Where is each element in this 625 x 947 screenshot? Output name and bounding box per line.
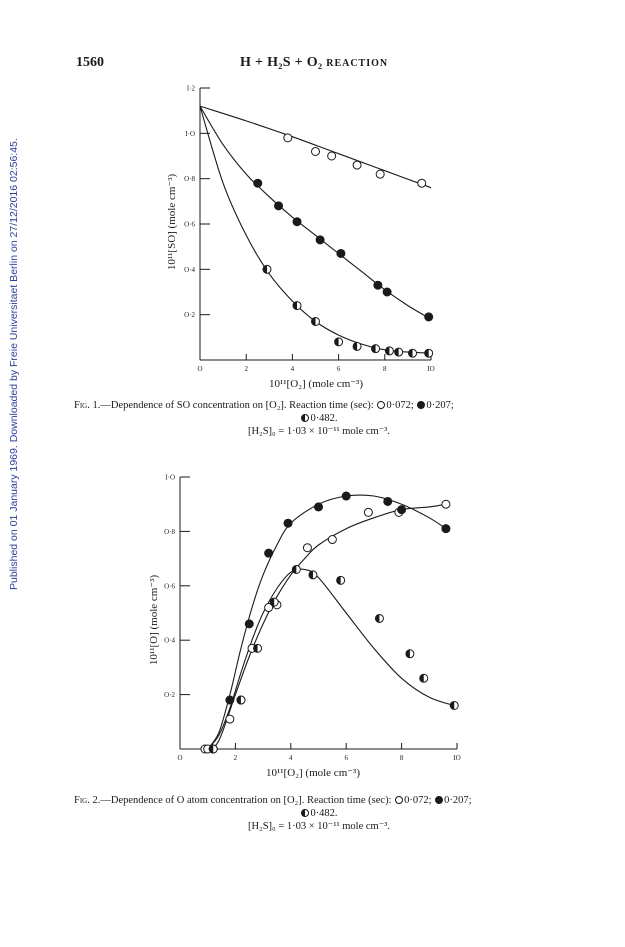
y-tick-label: O·4 <box>184 265 195 274</box>
data-point-filled <box>425 313 433 321</box>
data-point-half <box>293 302 301 310</box>
figure-2-curves <box>208 495 455 749</box>
data-point-half <box>385 347 393 355</box>
series-filled-curve <box>208 495 446 749</box>
data-point-filled <box>315 503 323 511</box>
figure-2-legend-half: 0·482. <box>310 808 338 819</box>
figure-2-chart <box>0 460 625 790</box>
data-point-half <box>420 674 428 682</box>
figure-1-caption-line1 <box>74 399 564 412</box>
x-tick-label: 2 <box>233 754 238 762</box>
x-tick-label: IO <box>453 754 461 762</box>
data-point-half <box>406 650 414 658</box>
data-point-filled <box>316 236 324 244</box>
series-open-curve <box>200 106 431 188</box>
figure-1-caption-text: —Dependence of SO concentration on [O₂]. Reaction time (sec): <box>100 400 374 411</box>
data-point-filled <box>293 218 301 226</box>
x-tick-label: O <box>197 365 203 373</box>
y-tick-label: O·6 <box>164 582 175 591</box>
data-point-filled <box>254 179 262 187</box>
y-tick-label: O·8 <box>164 527 175 536</box>
figure-1-legend-open: 0·072; <box>386 400 414 411</box>
data-point-filled <box>337 249 345 257</box>
data-point-open <box>226 715 234 723</box>
x-tick-label: 6 <box>336 365 341 373</box>
data-point-filled <box>265 549 273 557</box>
x-tick-label: O <box>177 754 183 762</box>
data-point-half <box>263 265 271 273</box>
data-point-filled <box>226 696 234 704</box>
data-point-filled <box>398 506 406 514</box>
data-point-open <box>303 544 311 552</box>
data-point-half <box>375 614 383 622</box>
y-tick-label: O·2 <box>164 691 175 700</box>
figure-2-x-axis-label: 10¹¹[O₂] (mole cm⁻³) <box>265 767 361 779</box>
data-point-half <box>209 745 217 753</box>
data-point-half <box>395 348 403 356</box>
data-point-half <box>292 565 300 573</box>
running-title-formula: H + H₂S + O₂ <box>240 55 323 70</box>
x-tick-label: IO <box>427 365 435 373</box>
filled-circle-marker-icon <box>435 796 443 804</box>
x-tick-label: 4 <box>290 365 295 373</box>
figure-1-caption <box>74 399 564 438</box>
data-point-half <box>353 342 361 350</box>
data-point-open <box>328 536 336 544</box>
series-half-curve <box>208 569 455 749</box>
filled-circle-marker-icon <box>417 401 425 409</box>
figure-1-curves <box>200 106 431 353</box>
figure-2-caption-label: Fig. 2. <box>74 795 101 806</box>
data-point-half <box>409 349 417 357</box>
figure-1-legend-filled: 0·207; <box>426 400 454 411</box>
running-title-word: reaction <box>326 55 389 70</box>
figure-1-legend-half: 0·482. <box>310 413 338 424</box>
figure-1-y-axis-label: 10¹¹[SO] (mole cm⁻³) <box>166 173 178 271</box>
data-point-half <box>309 571 317 579</box>
data-point-filled <box>275 202 283 210</box>
figure-1-caption-line2 <box>74 412 564 425</box>
download-side-note-text: Published on 01 January 1969. Downloaded by Freie Universitaet Berlin on 27/12/2016 02:56:45. <box>8 138 20 590</box>
figure-2-caption-line2 <box>74 807 564 820</box>
data-point-half <box>372 345 380 353</box>
open-circle-marker-icon <box>395 796 403 804</box>
page-number: 1560 <box>76 55 104 70</box>
x-tick-label: 6 <box>344 754 348 762</box>
data-point-open <box>353 161 361 169</box>
data-point-half <box>237 696 245 704</box>
y-tick-label: O·6 <box>184 220 195 229</box>
figure-2-legend-filled: 0·207; <box>444 795 472 806</box>
figure-2-y-axis-label: 10¹¹[O] (mole cm⁻³) <box>148 574 160 666</box>
data-point-filled <box>284 519 292 527</box>
figure-1-caption-label: Fig. 1. <box>74 400 101 411</box>
half-filled-circle-marker-icon <box>301 414 309 422</box>
figure-1-x-axis-label: 10¹¹[O₂] (mole cm⁻³) <box>268 378 364 390</box>
x-tick-label: 8 <box>399 754 404 762</box>
y-tick-label: O·4 <box>164 636 175 645</box>
y-tick-label: O·2 <box>184 311 195 320</box>
data-point-open <box>376 170 384 178</box>
open-circle-marker-icon <box>377 401 385 409</box>
y-tick-label: I·2 <box>186 84 195 93</box>
figure-1-caption-conditions: [H₂S]₀ = 1·03 × 10⁻¹¹ mole cm⁻³. <box>247 426 391 437</box>
figure-2-caption-text: —Dependence of O atom concentration on [O₂]. Reaction time (sec): <box>100 795 392 806</box>
data-point-filled <box>442 525 450 533</box>
data-point-filled <box>383 288 391 296</box>
figure-2-ticks <box>164 474 461 763</box>
data-point-half <box>335 338 343 346</box>
figure-2-caption <box>74 794 564 833</box>
data-point-filled <box>245 620 253 628</box>
data-point-half <box>425 349 433 357</box>
figure-2-legend-open: 0·072; <box>404 795 432 806</box>
data-point-open <box>442 500 450 508</box>
data-point-filled <box>374 281 382 289</box>
x-tick-label: 2 <box>244 365 248 373</box>
series-open-curve <box>208 504 446 749</box>
y-tick-label: I·O <box>165 473 175 482</box>
data-point-half <box>312 317 320 325</box>
figure-2-caption-line1 <box>74 794 564 807</box>
data-point-half <box>254 644 262 652</box>
y-tick-label: O·8 <box>184 175 195 184</box>
data-point-open <box>312 147 320 155</box>
data-point-open <box>364 508 372 516</box>
data-point-filled <box>384 497 392 505</box>
figure-1-ticks <box>184 85 435 374</box>
x-tick-label: 4 <box>289 754 293 762</box>
figure-2-axes <box>180 477 457 749</box>
x-tick-label: 8 <box>383 365 387 373</box>
figure-1-points <box>254 134 433 357</box>
figure-2-points <box>201 492 458 753</box>
data-point-open <box>284 134 292 142</box>
data-point-open <box>328 152 336 160</box>
figure-2-caption-conditions: [H₂S]₀ = 1·03 × 10⁻¹¹ mole cm⁻³. <box>247 821 391 832</box>
y-tick-label: I·O <box>185 129 195 138</box>
half-filled-circle-marker-icon <box>301 809 309 817</box>
figure-1-chart <box>0 0 625 400</box>
data-point-open <box>418 179 426 187</box>
data-point-half <box>270 598 278 606</box>
data-point-filled <box>342 492 350 500</box>
series-half-curve <box>200 106 431 353</box>
data-point-half <box>450 701 458 709</box>
data-point-half <box>337 576 345 584</box>
